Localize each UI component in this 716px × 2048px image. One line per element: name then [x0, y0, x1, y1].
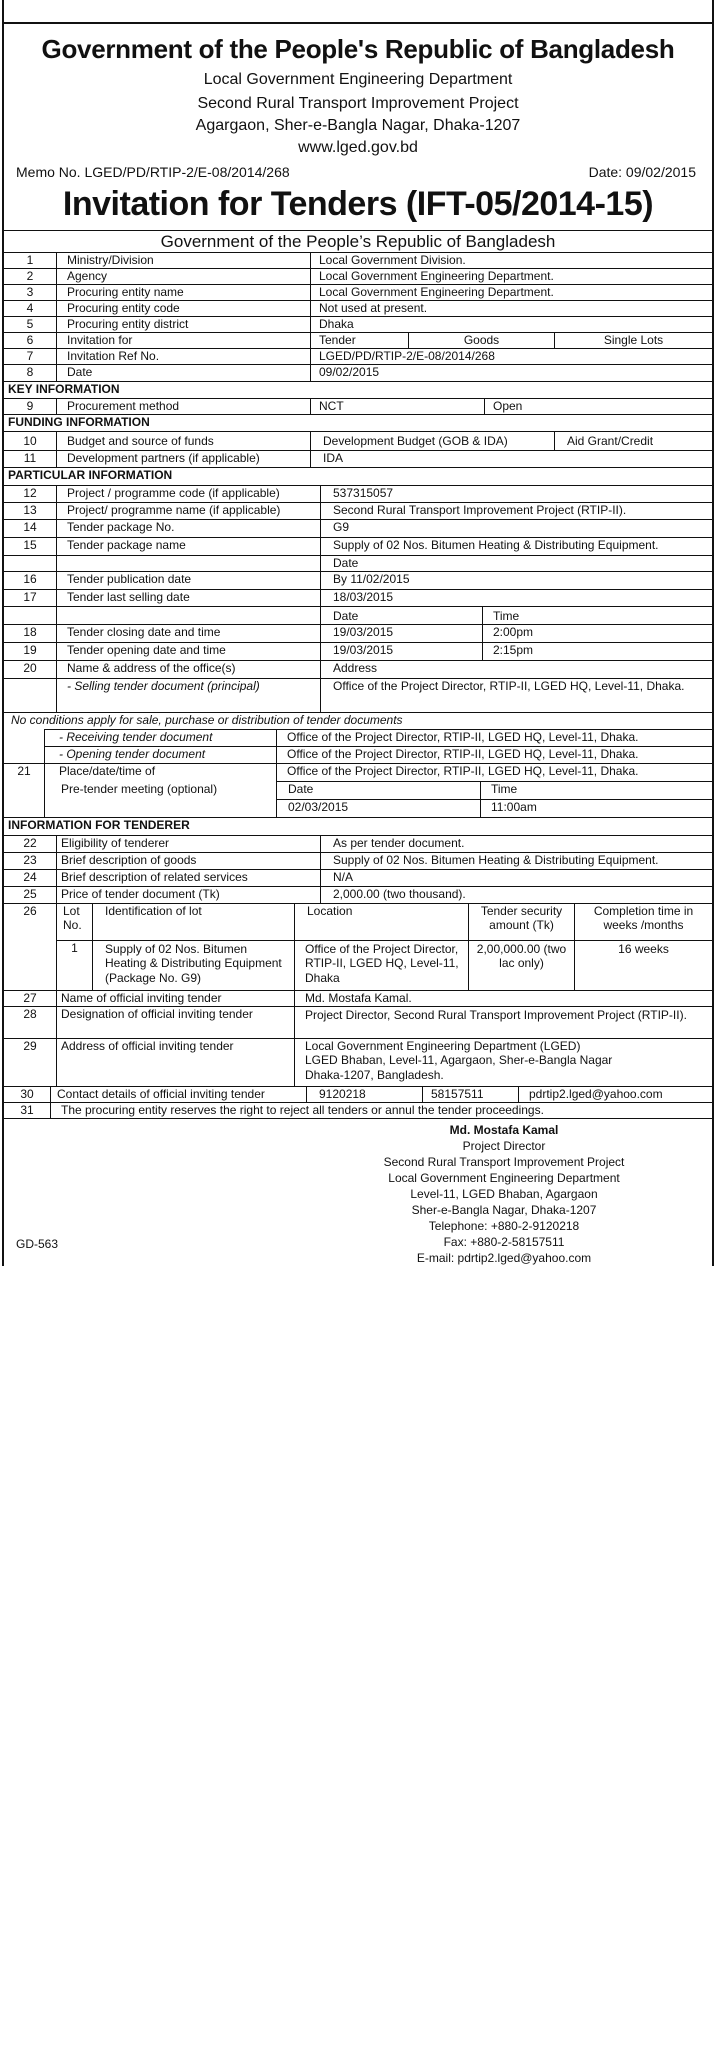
row-number: 27	[23, 991, 37, 1005]
row-label: Tender publication date	[56, 572, 320, 589]
table-row	[4, 519, 712, 537]
table-title: Government of the People’s Republic of Bangladesh	[4, 230, 712, 252]
table-row	[4, 485, 712, 502]
table-row	[4, 398, 712, 414]
section-title: KEY INFORMATION	[8, 382, 120, 396]
lot-location: Office of the Project Director, RTIP-II, LGED HQ, Level-11, Dhaka	[294, 941, 468, 990]
table-row	[4, 589, 712, 606]
table-row	[4, 990, 712, 1006]
row-label: Invitation for	[56, 333, 310, 348]
row-label	[56, 556, 320, 571]
row-label: Project/ programme name (if applicable)	[56, 503, 320, 519]
row-label: Designation of official inviting tender	[56, 1007, 294, 1038]
section-header	[4, 414, 712, 431]
row-number: 31	[20, 1103, 34, 1117]
signatory-telephone: Telephone: +880-2-9120218	[428, 1219, 580, 1233]
table-row	[4, 712, 712, 729]
table-row	[4, 284, 712, 300]
project-line: Second Rural Transport Improvement Project	[197, 95, 519, 112]
row-value: LGED/PD/RTIP-2/E-08/2014/268	[310, 349, 712, 364]
lot-identification: Supply of 02 Nos. Bitumen Heating & Distributing Equipment (Package No. G9)	[92, 941, 294, 990]
row-number: 29	[23, 1039, 37, 1053]
row-number: 8	[26, 365, 34, 379]
column-header: Completion time in weeks /months	[574, 904, 712, 940]
row-label: Procuring entity code	[56, 301, 310, 316]
signatory-department: Local Government Engineering Department	[388, 1171, 620, 1185]
row-number: 5	[26, 317, 34, 331]
row-value: 19/03/2015	[320, 643, 482, 660]
row-value: Office of the Project Director, RTIP-II, LGED HQ, Level-11, Dhaka.	[276, 764, 712, 781]
row-label: Procurement method	[56, 399, 310, 414]
column-divider	[44, 781, 45, 817]
row-number: 26	[23, 904, 37, 918]
table-row	[4, 316, 712, 332]
row-number: 11	[23, 451, 37, 465]
table-row	[4, 835, 712, 852]
row-number: 1	[26, 253, 34, 267]
lot-security: 2,00,000.00 (two lac only)	[468, 941, 574, 990]
table-row	[4, 642, 712, 660]
row-value: Open	[484, 399, 712, 414]
row-value: NCT	[310, 399, 484, 414]
row-number: 4	[26, 301, 34, 315]
row-label: Tender opening date and time	[56, 643, 320, 660]
row-value: Development Budget (GOB & IDA)	[310, 432, 554, 450]
row-value: 02/03/2015	[288, 800, 349, 814]
row-label: Address of official inviting tender	[56, 1039, 294, 1086]
row-value: Office of the Project Director, RTIP-II, LGED HQ, Level-11, Dhaka.	[276, 747, 712, 763]
row-value: Project Director, Second Rural Transport Improvement Project (RTIP-II).	[294, 1007, 712, 1038]
row-number: 20	[23, 661, 37, 675]
column-header: Date	[288, 782, 314, 796]
row-value: 11:00am	[480, 800, 712, 817]
address-line: Local Government Engineering Department (LGED)	[305, 1039, 581, 1053]
column-header: Time	[480, 782, 712, 799]
row-label: Procuring entity name	[56, 285, 310, 300]
row-value: G9	[320, 520, 712, 537]
table-row	[44, 746, 712, 763]
row-number: 13	[23, 503, 37, 517]
row-number: 17	[23, 590, 37, 604]
row-label	[56, 607, 320, 624]
table-row	[44, 729, 712, 746]
row-label: Price of tender document (Tk)	[56, 887, 320, 903]
table-row	[4, 624, 712, 642]
row-label: Brief description of goods	[56, 853, 320, 869]
signatory-email[interactable]: E-mail: pdrtip2.lged@yahoo.com	[416, 1251, 592, 1265]
table-row	[4, 268, 712, 284]
row-value: N/A	[320, 870, 712, 886]
row-number: 3	[26, 285, 34, 299]
row-number: 18	[23, 625, 37, 639]
row-value: Aid Grant/Credit	[554, 432, 712, 450]
memo-date: Date: 09/02/2015	[588, 164, 696, 180]
row-label: Brief description of related services	[56, 870, 320, 886]
table-row	[4, 555, 712, 571]
signatory-fax: Fax: +880-2-58157511	[443, 1235, 565, 1249]
row-label: Agency	[56, 269, 310, 284]
lot-table-header	[4, 903, 712, 940]
row-label: - Receiving tender document	[44, 730, 276, 746]
row-value: 09/02/2015	[310, 365, 712, 381]
department-line: Local Government Engineering Department	[203, 71, 513, 88]
column-header: Lot No.	[56, 904, 92, 940]
row-label: Name & address of the office(s)	[56, 661, 320, 678]
table-row	[4, 606, 712, 624]
table-row	[4, 852, 712, 869]
signatory-project: Second Rural Transport Improvement Project	[383, 1155, 625, 1169]
row-label: Pre-tender meeting (optional)	[61, 782, 218, 796]
row-label: Procuring entity district	[56, 317, 310, 332]
signatory-city: Sher-e-Bangla Nagar, Dhaka-1207	[411, 1203, 597, 1217]
row-value: The procuring entity reserves the right to reject all tenders or annul the tender proceedings.	[50, 1103, 712, 1118]
row-number: 28	[23, 1007, 37, 1021]
row-label: Project / programme code (if applicable)	[56, 486, 320, 502]
lot-completion: 16 weeks	[574, 941, 712, 990]
row-value: 2:15pm	[482, 643, 712, 660]
lot-number: 1	[56, 941, 92, 990]
row-number: 25	[23, 887, 37, 901]
row-label: Tender last selling date	[56, 590, 320, 606]
row-value	[294, 1039, 712, 1086]
footer-code: GD-563	[16, 1237, 59, 1251]
row-number: 12	[23, 486, 37, 500]
section-header	[4, 467, 712, 485]
row-label: Ministry/Division	[56, 253, 310, 268]
row-value: By 11/02/2015	[320, 572, 712, 589]
row-value: Single Lots	[554, 333, 712, 348]
table-row	[4, 348, 712, 364]
column-header: Date	[320, 556, 712, 571]
section-header	[4, 381, 712, 398]
row-value: Address	[320, 661, 712, 678]
notice-title: Invitation for Tenders (IFT-05/2014-15)	[62, 185, 654, 223]
row-number: 16	[23, 572, 37, 586]
signatory-name: Md. Mostafa Kamal	[449, 1123, 559, 1137]
table-row	[4, 763, 712, 781]
section-title: FUNDING INFORMATION	[8, 415, 150, 429]
contact-email[interactable]: pdrtip2.lged@yahoo.com	[518, 1087, 712, 1102]
column-divider	[56, 252, 57, 381]
contact-fax: 58157511	[422, 1087, 518, 1102]
row-number: 7	[26, 349, 34, 363]
table-row	[276, 799, 712, 817]
row-number: 14	[23, 520, 37, 534]
section-title: INFORMATION FOR TENDERER	[8, 818, 190, 832]
row-value: Office of the Project Director, RTIP-II, LGED HQ, Level-11, Dhaka.	[320, 679, 712, 712]
table-row	[4, 571, 712, 589]
row-value: Dhaka	[310, 317, 712, 332]
column-header: Time	[482, 607, 712, 624]
address-line: Dhaka-1207, Bangladesh.	[305, 1067, 444, 1082]
row-label: Development partners (if applicable)	[56, 451, 310, 467]
row-label: Place/date/time of	[44, 764, 276, 781]
row-value: Supply of 02 Nos. Bitumen Heating & Distributing Equipment.	[320, 853, 712, 869]
row-value: 2:00pm	[482, 625, 712, 642]
row-number: 9	[26, 399, 34, 413]
row-value: Local Government Division.	[310, 253, 712, 268]
memo-number: Memo No. LGED/PD/RTIP-2/E-08/2014/268	[16, 164, 290, 180]
row-value: Tender	[310, 333, 408, 348]
section-header	[4, 817, 712, 835]
row-value: 2,000.00 (two thousand).	[320, 887, 712, 903]
table-row	[4, 869, 712, 886]
row-value: Md. Mostafa Kamal.	[294, 991, 712, 1006]
row-value: Not used at present.	[310, 301, 712, 316]
row-number: 23	[23, 853, 37, 867]
table-row	[276, 781, 712, 799]
table-row	[4, 537, 712, 555]
table-row	[4, 660, 712, 678]
row-number: 10	[23, 434, 37, 448]
row-label: Date	[56, 365, 310, 381]
row-value: Office of the Project Director, RTIP-II, LGED HQ, Level-11, Dhaka.	[276, 730, 712, 746]
table-row	[4, 364, 712, 381]
table-row	[4, 886, 712, 903]
row-value: 18/03/2015	[320, 590, 712, 606]
row-label: Tender closing date and time	[56, 625, 320, 642]
table-row	[4, 252, 712, 268]
row-value: As per tender document.	[320, 836, 712, 852]
table-row	[4, 431, 712, 450]
row-number: 2	[26, 269, 34, 283]
address-line: LGED Bhaban, Level-11, Agargaon, Sher-e-Bangla Nagar	[305, 1053, 613, 1068]
row-number: 19	[23, 643, 37, 657]
table-row	[4, 1038, 712, 1086]
row-label: Invitation Ref No.	[56, 349, 310, 364]
table-row	[4, 678, 712, 712]
table-row	[4, 502, 712, 519]
row-value: 19/03/2015	[320, 625, 482, 642]
column-header: Location	[294, 904, 468, 940]
row-number: 22	[23, 836, 37, 850]
table-row	[4, 1102, 712, 1118]
signature-block	[4, 1118, 712, 1266]
row-label: - Selling tender document (principal)	[56, 679, 320, 712]
website-line[interactable]: www.lged.gov.bd	[298, 139, 418, 156]
column-header: Date	[320, 607, 482, 624]
tender-notice-page	[2, 0, 714, 1266]
row-label: Budget and source of funds	[56, 432, 310, 450]
table-row	[4, 1006, 712, 1038]
table-row	[4, 332, 712, 348]
row-number: 24	[23, 870, 37, 884]
contact-phone: 9120218	[306, 1087, 422, 1102]
table-row	[4, 450, 712, 467]
row-value: 537315057	[320, 486, 712, 502]
row-label: Tender package name	[56, 538, 320, 555]
section-title: PARTICULAR INFORMATION	[8, 468, 173, 482]
signatory-address: Level-11, LGED Bhaban, Agargaon	[410, 1187, 598, 1201]
column-header: Tender security amount (Tk)	[468, 904, 574, 940]
row-label: - Opening tender document	[44, 747, 276, 763]
row-label: Contact details of official inviting tender	[50, 1087, 306, 1102]
column-header: Identification of lot	[92, 904, 294, 940]
row-number: 30	[20, 1087, 34, 1101]
address-line: Agargaon, Sher-e-Bangla Nagar, Dhaka-1207	[195, 117, 521, 134]
lot-table-row	[56, 940, 712, 990]
row-number: 15	[23, 538, 37, 552]
row-label: Eligibility of tenderer	[56, 836, 320, 852]
table-row	[4, 1086, 712, 1102]
row-label: Name of official inviting tender	[56, 991, 294, 1006]
table-row	[4, 300, 712, 316]
government-heading: Government of the People's Republic of Bangladesh	[41, 34, 675, 64]
signatory-designation: Project Director	[462, 1139, 546, 1153]
row-value: Goods	[408, 333, 554, 348]
row-label: Tender package No.	[56, 520, 320, 537]
row-value: Second Rural Transport Improvement Project (RTIP-II).	[320, 503, 712, 519]
row-value: IDA	[310, 451, 712, 467]
conditions-note: No conditions apply for sale, purchase or distribution of tender documents	[11, 713, 403, 727]
notice-header	[4, 22, 712, 228]
row-number: 21	[17, 764, 31, 778]
row-value: Local Government Engineering Department.	[310, 285, 712, 300]
row-value: Supply of 02 Nos. Bitumen Heating & Distributing Equipment.	[320, 538, 712, 555]
row-number: 6	[26, 333, 34, 347]
row-value: Local Government Engineering Department.	[310, 269, 712, 284]
